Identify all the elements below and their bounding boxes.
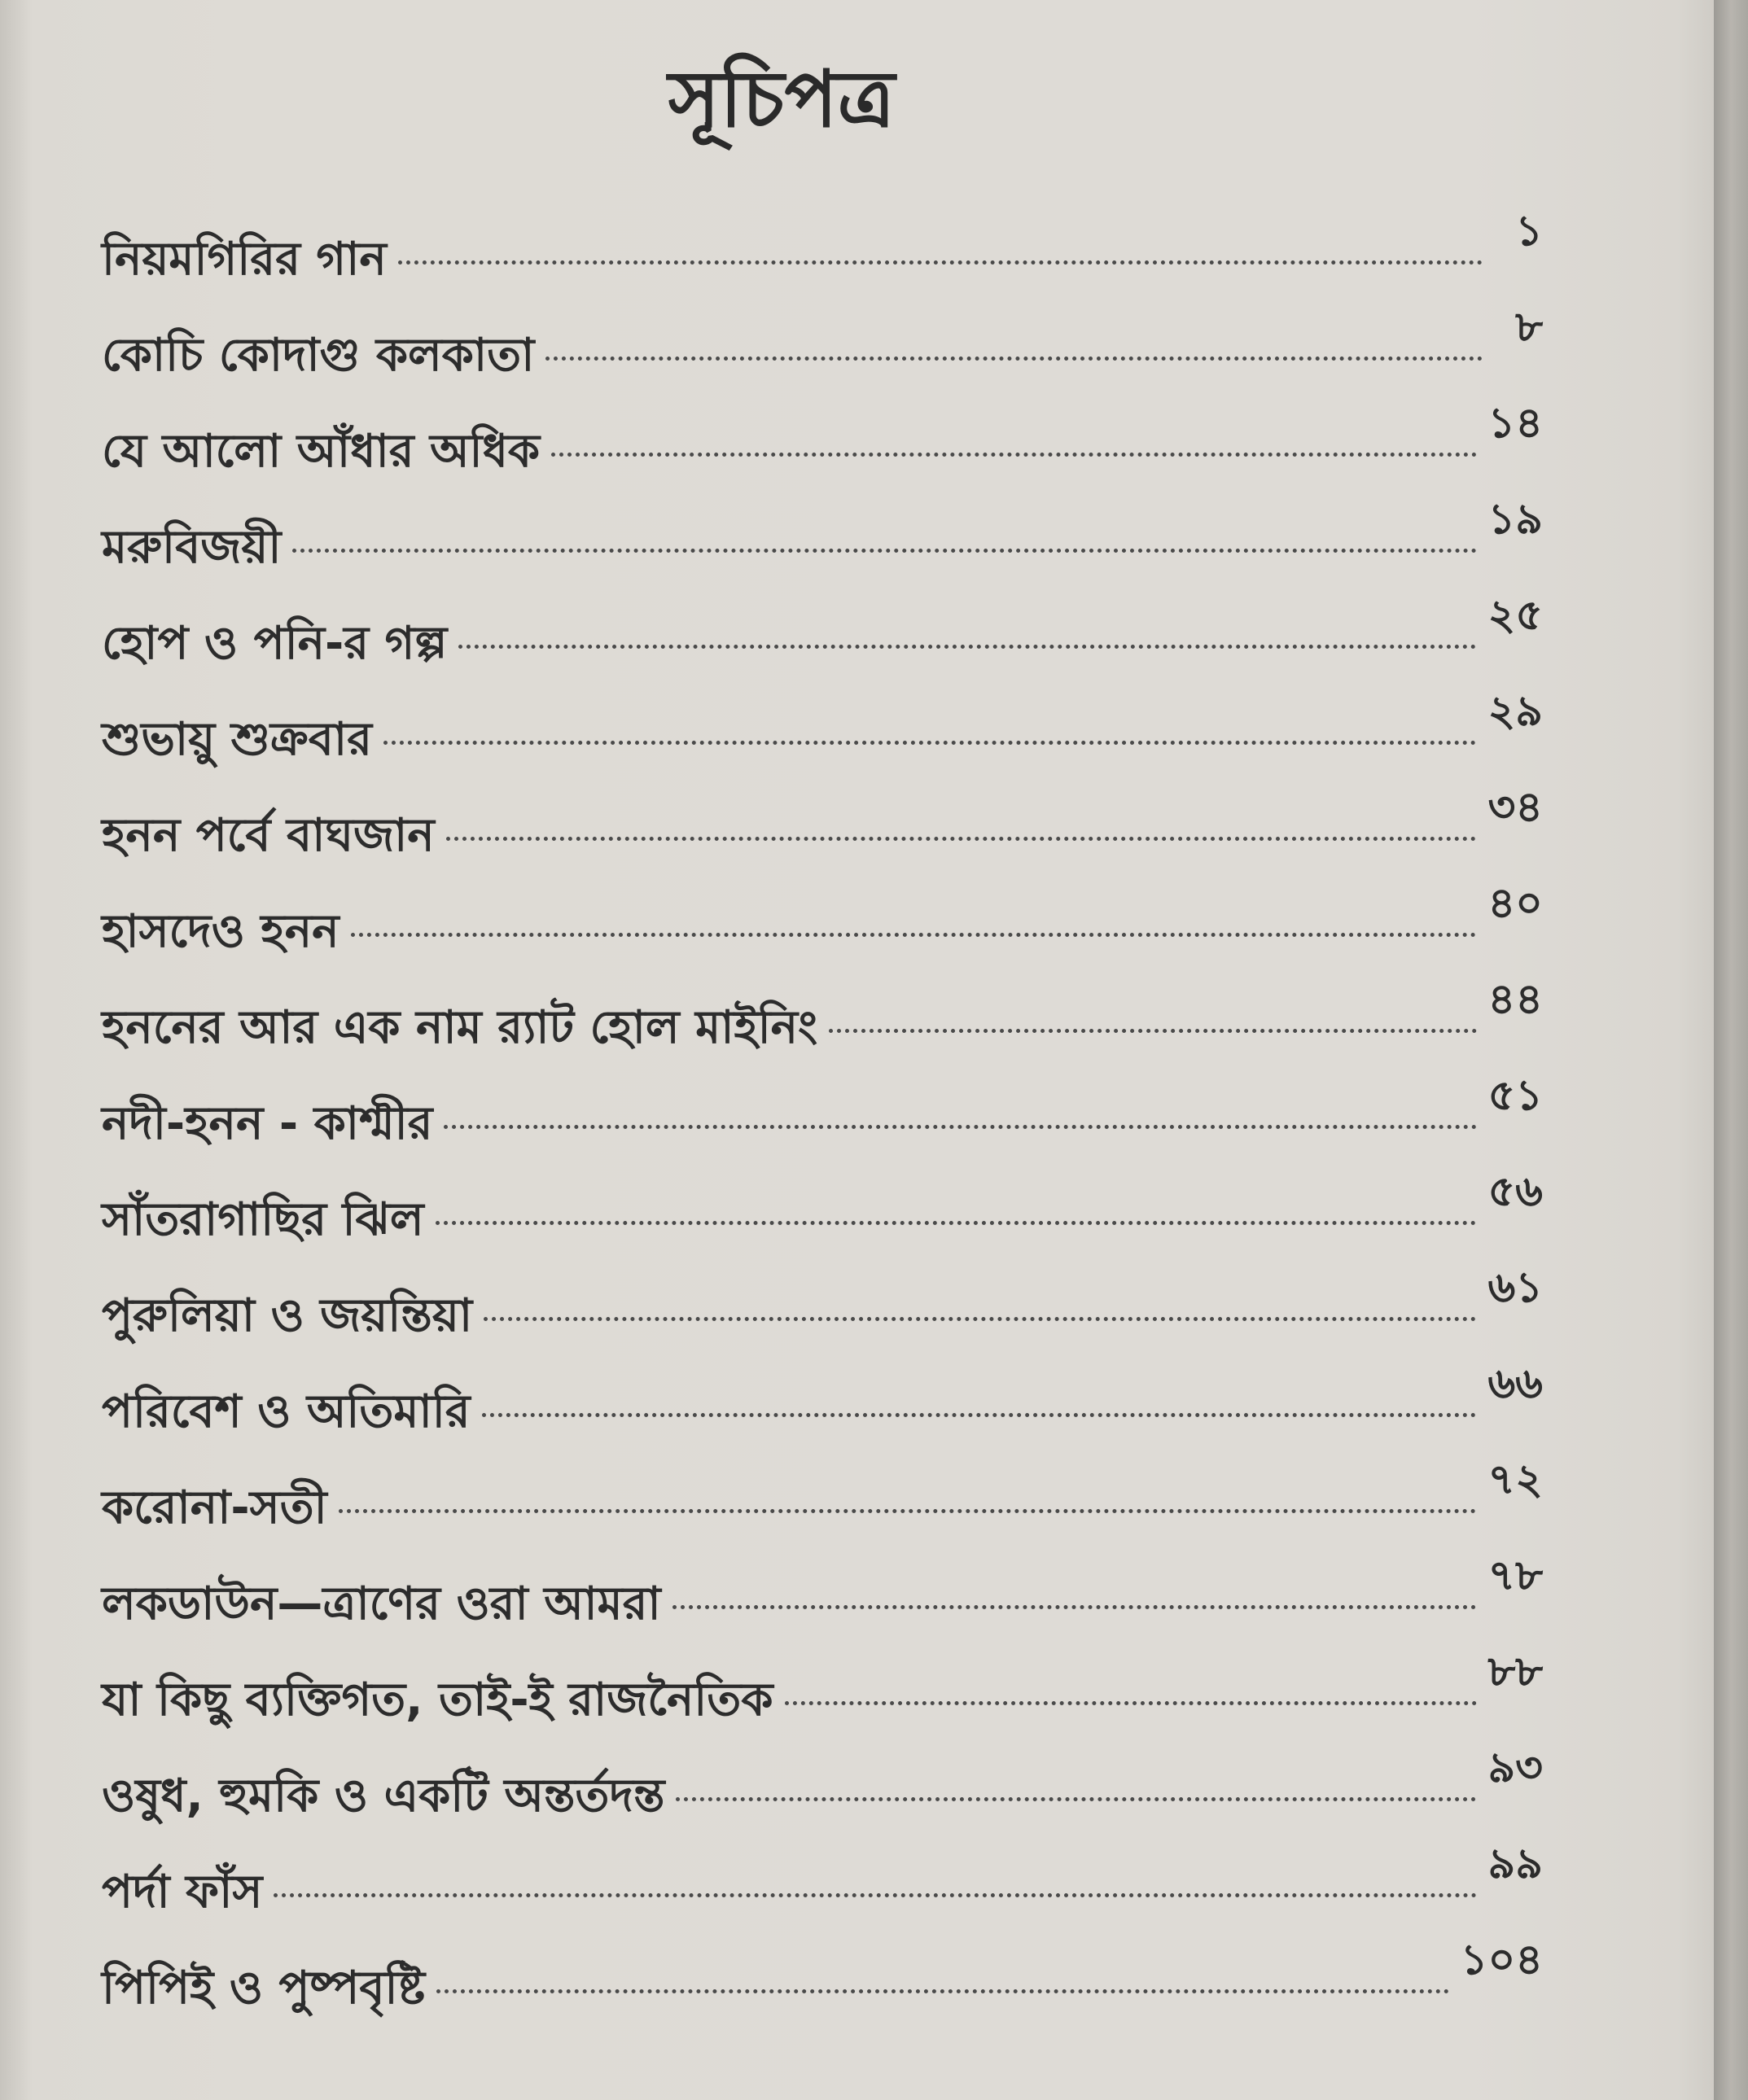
page-number: ৪৪ [1487, 975, 1543, 1024]
toc-entry [102, 399, 1543, 512]
dot-leader [383, 741, 1477, 745]
page-number: ১ [1515, 207, 1543, 256]
entry-title: ওষুধ, হুমকি ও একটি অন্তর্তদন্ত [102, 1770, 665, 1822]
toc-entry [102, 783, 1543, 896]
entry-title: হননের আর এক নাম র‍্যাট হোল মাইনিং [102, 1001, 818, 1054]
page-edge [1714, 0, 1748, 2100]
toc-entry [102, 975, 1543, 1088]
page-title: সূচিপত্র [668, 54, 896, 145]
toc-entry [102, 1936, 1543, 2049]
dot-leader [292, 549, 1476, 553]
dot-leader [446, 837, 1477, 841]
page-number: ৫৬ [1487, 1167, 1543, 1216]
entry-title: হোপ ও পনি-র গল্প [102, 617, 448, 670]
page-number: ৯৩ [1487, 1743, 1543, 1792]
page-number: ৮ [1515, 303, 1543, 352]
page-number: ১৯ [1487, 495, 1543, 544]
entry-title: পর্দা ফাঁস [102, 1866, 263, 1918]
entry-title: হনন পর্বে বাঘজান [102, 809, 435, 862]
toc-entry [102, 1647, 1543, 1761]
page-number: ৭২ [1487, 1455, 1543, 1504]
dot-leader [436, 1221, 1477, 1225]
entry-title: পরিবেশ ও অতিমারি [102, 1385, 471, 1438]
dot-leader [339, 1509, 1477, 1513]
toc-entry [102, 495, 1543, 608]
dot-leader [274, 1893, 1476, 1897]
page-number: ৬৬ [1487, 1359, 1543, 1408]
toc-entry [102, 1743, 1543, 1857]
entry-title: নিয়মগিরির গান [102, 233, 387, 286]
entry-title: মরুবিজয়ী [102, 521, 282, 574]
entry-title: হাসদেও হনন [102, 905, 340, 958]
entry-title: শুভায়ু শুক্রবার [102, 713, 372, 766]
dot-leader [482, 1413, 1477, 1417]
page-number: ২৫ [1487, 591, 1543, 640]
page-number: ১০৪ [1460, 1936, 1543, 1984]
page-number: ২৯ [1487, 687, 1543, 736]
toc-entry [102, 207, 1543, 320]
page-number: ৪০ [1487, 879, 1543, 928]
toc-entry [102, 1167, 1543, 1280]
page-number: ১৪ [1487, 399, 1543, 448]
toc-entry [102, 1359, 1543, 1472]
entry-title: যা কিছু ব্যক্তিগত, তাই-ই রাজনৈতিক [102, 1673, 773, 1726]
dot-leader [444, 1125, 1476, 1129]
dot-leader [398, 260, 1483, 265]
table-of-contents [102, 207, 1543, 2049]
page-number: ৮৮ [1487, 1647, 1543, 1696]
dot-leader [829, 1029, 1476, 1033]
dot-leader [436, 1989, 1449, 1993]
toc-entry [102, 1551, 1543, 1665]
entry-title: পিপিই ও পুষ্পবৃষ্টি [102, 1962, 426, 2015]
dot-leader [351, 933, 1477, 937]
toc-entry [102, 591, 1543, 704]
page-number: ৫১ [1487, 1071, 1543, 1120]
dot-leader [484, 1317, 1476, 1321]
entry-title: পুরুলিয়া ও জয়ন্তিয়া [102, 1289, 473, 1342]
dot-leader [676, 1797, 1476, 1801]
page-number: ৯৯ [1487, 1840, 1543, 1888]
dot-leader [672, 1605, 1477, 1609]
dot-leader [551, 453, 1476, 457]
toc-entry [102, 1071, 1543, 1184]
entry-title: সাঁতরাগাছির ঝিল [102, 1193, 424, 1246]
entry-title: যে আলো আঁধার অধিক [102, 425, 541, 478]
page-number: ৬১ [1487, 1263, 1543, 1312]
entry-title: নদী-হনন - কাশ্মীর [102, 1097, 433, 1150]
toc-entry [102, 1455, 1543, 1568]
toc-entry [102, 1840, 1543, 1953]
page-number: ৩৪ [1487, 783, 1543, 832]
dot-leader [545, 357, 1483, 361]
entry-title: করোনা-সতী [102, 1481, 327, 1534]
dot-leader [785, 1701, 1477, 1705]
toc-entry [102, 1263, 1543, 1376]
entry-title: লকডাউন—ত্রাণের ওরা আমরা [102, 1577, 661, 1630]
entry-title: কোচি কোদাগু কলকাতা [102, 329, 535, 382]
toc-entry [102, 879, 1543, 992]
page-number: ৭৮ [1487, 1551, 1543, 1600]
toc-entry [102, 303, 1543, 416]
dot-leader [458, 645, 1476, 649]
toc-entry [102, 687, 1543, 800]
